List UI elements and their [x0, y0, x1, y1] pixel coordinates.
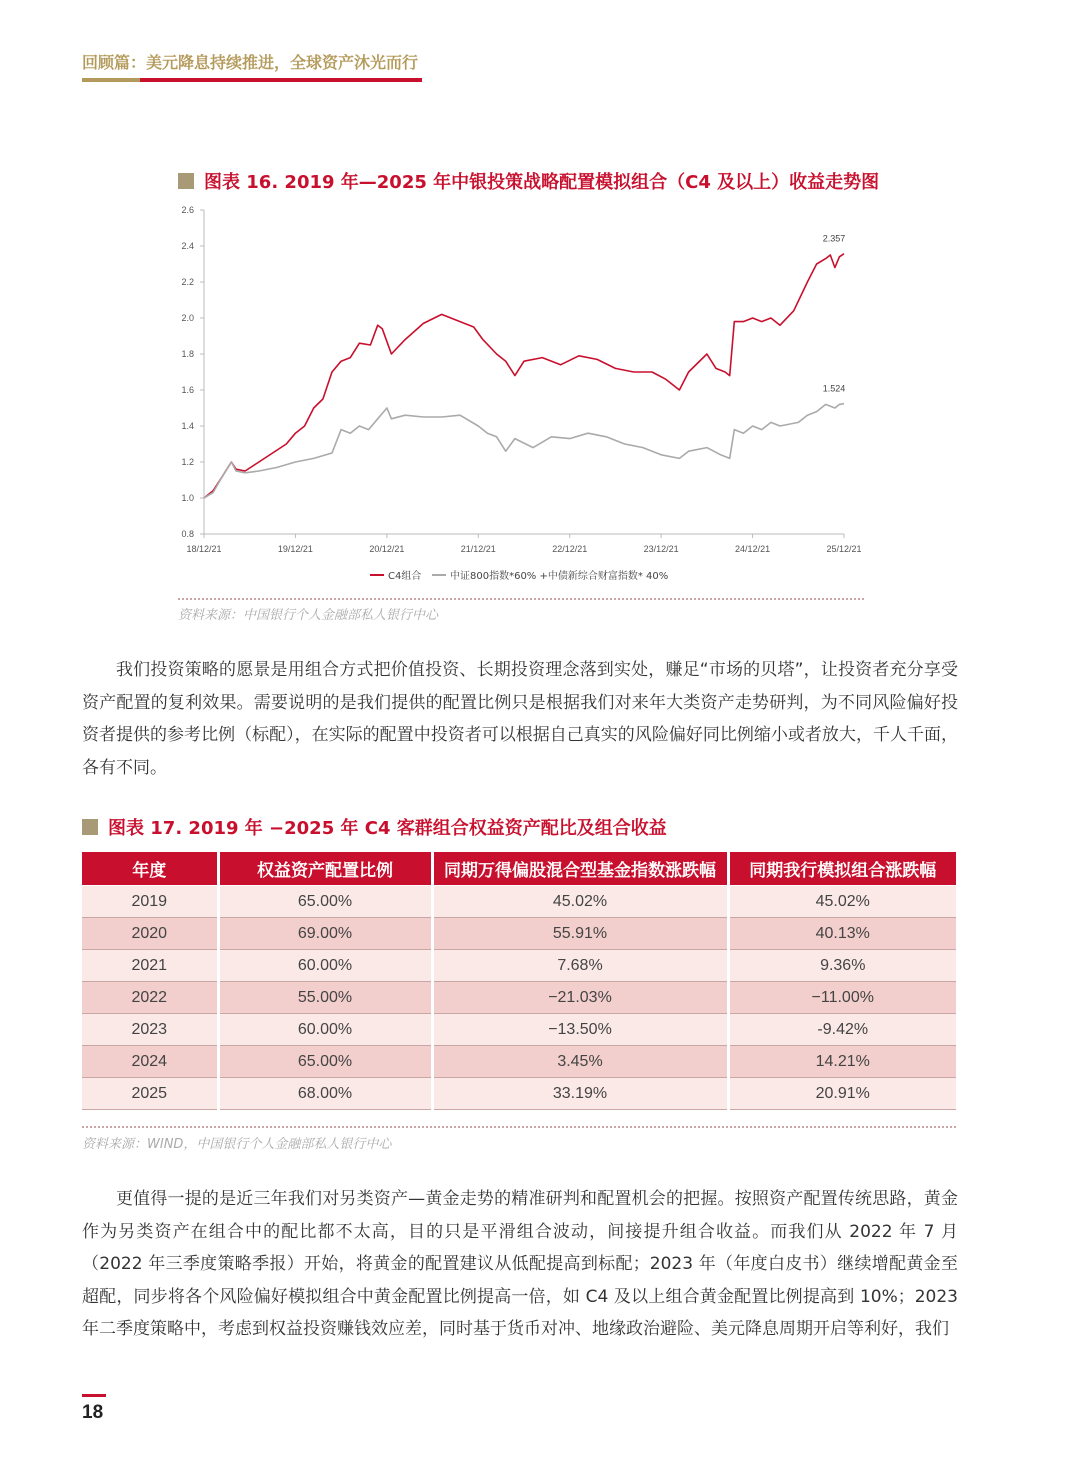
y-tick-label: 0.8	[181, 529, 194, 539]
table-cell: 60.00%	[218, 1014, 432, 1046]
y-tick-label: 2.6	[181, 205, 194, 215]
table-cell: 45.02%	[432, 886, 728, 918]
legend-label: C4组合	[388, 571, 422, 582]
x-tick-label: 18/12/21	[186, 544, 222, 554]
line-chart	[170, 196, 870, 592]
table-cell: 9.36%	[728, 950, 956, 982]
figure16-title	[178, 168, 879, 194]
figure17-source: 资料来源：WIND，中国银行个人金融部私人银行中心	[82, 1137, 392, 1152]
allocation-table	[82, 852, 956, 1110]
x-tick-label: 24/12/21	[735, 544, 771, 554]
table-row	[82, 950, 956, 982]
page-number: 18	[82, 1402, 104, 1423]
y-tick-label: 1.0	[181, 493, 194, 503]
table-row	[82, 1014, 956, 1046]
x-tick-label: 20/12/21	[369, 544, 405, 554]
table-cell: 2022	[82, 982, 218, 1014]
data-label: 2.357	[822, 233, 846, 244]
table-cell: −21.03%	[432, 982, 728, 1014]
header-title: 回顾篇：美元降息持续推进，全球资产沐光而行	[82, 53, 419, 72]
y-tick-label: 1.2	[181, 457, 194, 467]
table-cell: 40.13%	[728, 918, 956, 950]
x-tick-label: 25/12/21	[826, 544, 862, 554]
table-cell: 68.00%	[218, 1078, 432, 1110]
table-cell: 3.45%	[432, 1046, 728, 1078]
divider	[178, 598, 864, 600]
y-tick-label: 2.2	[181, 277, 194, 287]
table-cell: 2021	[82, 950, 218, 982]
header-accent-red	[140, 78, 422, 82]
figure17-title-text: 图表 17. 2019 年 −2025 年 C4 客群组合权益资产配比及组合收益	[108, 818, 667, 839]
figure16-title-text: 图表 16. 2019 年—2025 年中银投策战略配置模拟组合（C4 及以上）收益走势图	[204, 172, 880, 193]
table-cell: 60.00%	[218, 950, 432, 982]
x-tick-label: 19/12/21	[277, 544, 313, 554]
x-tick-label: 22/12/21	[552, 544, 588, 554]
table-cell: −11.00%	[728, 982, 956, 1014]
line-chart-svg	[170, 196, 870, 592]
table-row	[82, 886, 956, 918]
square-bullet-icon	[82, 819, 98, 835]
table-header-cell: 同期我行模拟组合涨跌幅	[728, 852, 956, 886]
table-header-row	[82, 852, 956, 886]
table-cell: 55.91%	[432, 918, 728, 950]
table-cell: 45.02%	[728, 886, 956, 918]
table-cell: 2023	[82, 1014, 218, 1046]
table-cell: −13.50%	[432, 1014, 728, 1046]
table-row	[82, 1078, 956, 1110]
table-cell: 65.00%	[218, 886, 432, 918]
y-tick-label: 2.4	[181, 241, 194, 251]
x-tick-label: 23/12/21	[643, 544, 679, 554]
figure17-title	[82, 814, 667, 840]
series-line-benchmark	[204, 404, 844, 498]
table-cell: 2024	[82, 1046, 218, 1078]
divider	[82, 1126, 956, 1128]
table-row	[82, 1046, 956, 1078]
data-label: 1.524	[822, 383, 846, 394]
table-row	[82, 982, 956, 1014]
table-cell: 65.00%	[218, 1046, 432, 1078]
table-cell: 20.91%	[728, 1078, 956, 1110]
table-cell: 2025	[82, 1078, 218, 1110]
table-row	[82, 918, 956, 950]
legend-label: 中证800指数*60% +中债新综合财富指数* 40%	[450, 571, 669, 582]
table-cell: 55.00%	[218, 982, 432, 1014]
paragraph-2: 更值得一提的是近三年我们对另类资产—黄金走势的精准研判和配置机会的把握。按照资产配置传统思路，黄金作为另类资产在组合中的配比都不太高，目的只是平滑组合波动，间接提升组合收益。而我们从 2022 年 7 月（2022 年三季度策略季报）开始，将黄金的配置建议从低配提高到标配；2023 年（年度白皮书）继续增配黄金至超配，同步将各个风险偏好模拟组合中黄金配置比例提高一倍，如 C4 及以上组合黄金配置比例提高到 10%；2023 年二季度策略中，考虑到权益投资赚钱效应差，同时基于货币对冲、地缘政治避险、美元降息周期开启等利好，我们	[82, 1189, 958, 1339]
x-tick-label: 21/12/21	[460, 544, 496, 554]
table-cell: 2020	[82, 918, 218, 950]
table-cell: 14.21%	[728, 1046, 956, 1078]
y-tick-label: 1.8	[181, 349, 194, 359]
figure16-source: 资料来源：中国银行个人金融部私人银行中心	[178, 608, 439, 623]
square-bullet-icon	[178, 173, 194, 189]
table-cell: 2019	[82, 886, 218, 918]
table-header-cell: 权益资产配置比例	[218, 852, 432, 886]
table-cell: 69.00%	[218, 918, 432, 950]
y-tick-label: 1.4	[181, 421, 194, 431]
header-accent-gold	[82, 78, 140, 82]
paragraph-1: 我们投资策略的愿景是用组合方式把价值投资、长期投资理念落到实处，赚足“市场的贝塔”，让投资者充分享受资产配置的复利效果。需要说明的是我们提供的配置比例只是根据我们对来年大类资产走势研判，为不同风险偏好投资者提供的参考比例（标配），在实际的配置中投资者可以根据自己真实的风险偏好同比例缩小或者放大，千人千面，各有不同。	[82, 660, 958, 778]
y-tick-label: 2.0	[181, 313, 194, 323]
table-header-cell: 同期万得偏股混合型基金指数涨跌幅	[432, 852, 728, 886]
table-header-cell: 年度	[82, 852, 218, 886]
table-cell: 7.68%	[432, 950, 728, 982]
table-cell: 33.19%	[432, 1078, 728, 1110]
page-number-accent	[82, 1394, 106, 1397]
table-cell: -9.42%	[728, 1014, 956, 1046]
y-tick-label: 1.6	[181, 385, 194, 395]
